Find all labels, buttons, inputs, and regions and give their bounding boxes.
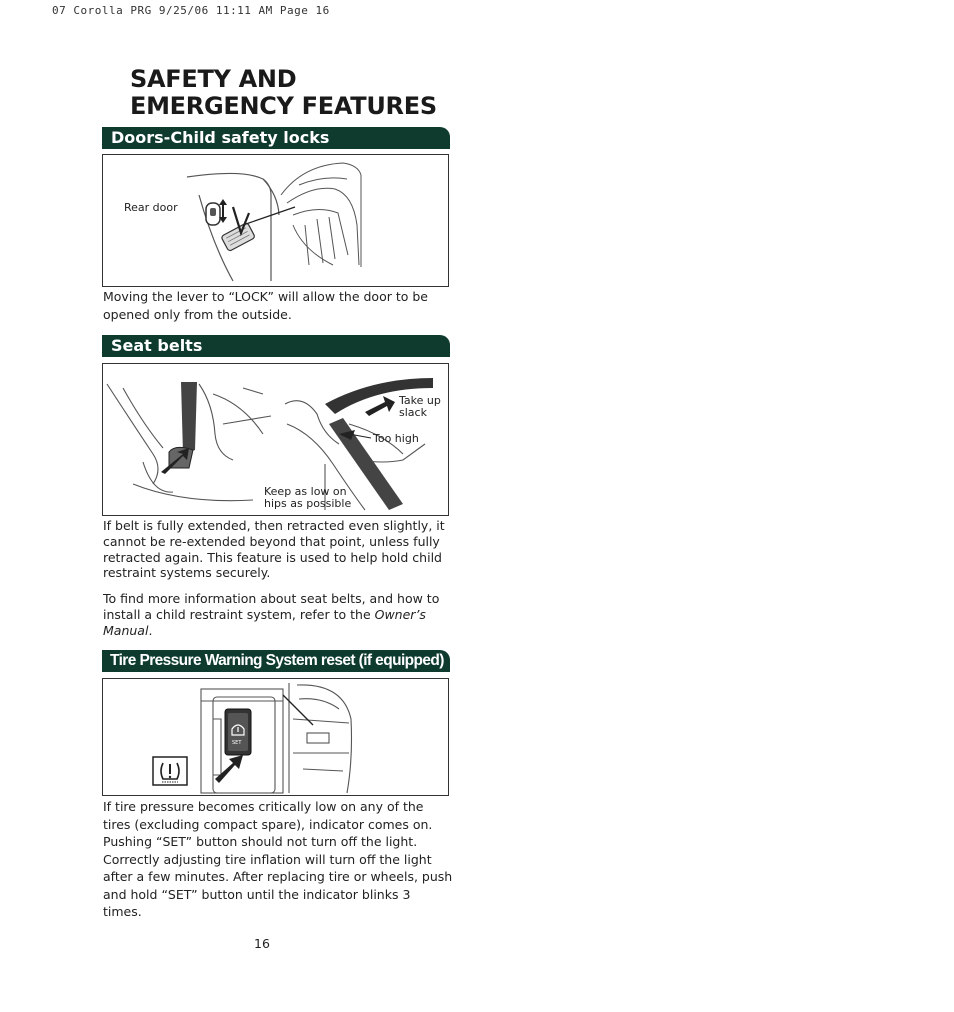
doors-figure <box>102 154 449 287</box>
too-high-label: Too high <box>373 432 419 445</box>
tpws-heading: Tire Pressure Warning System reset (if equipped) <box>102 650 450 672</box>
title-line-2: EMERGENCY FEATURES <box>130 92 437 120</box>
owners-manual-ref: Owner’s Manual <box>103 607 426 638</box>
doors-heading: Doors-Child safety locks <box>102 127 450 149</box>
seatbelts-heading: Seat belts <box>102 335 450 357</box>
keep-low-label: Keep as low on hips as possible <box>264 485 352 510</box>
door-illustration <box>103 155 448 286</box>
tpws-figure <box>102 678 449 796</box>
seatbelts-figure <box>102 363 449 516</box>
seatbelts-text-1: If belt is fully extended, then retracted even slightly, it cannot be re-extended beyond that point, unless fully retracted again. This feature is used to help hold child restraint systems securely. <box>103 518 445 581</box>
take-up-slack-label: Take up slack <box>399 394 441 419</box>
page-number: 16 <box>254 936 270 951</box>
tpws-illustration <box>103 679 448 795</box>
seatbelts-text-2: To find more information about seat belts, and how to install a child restraint system, refer to the Owner’s Manual. <box>103 591 440 638</box>
set-button: SET <box>232 740 242 746</box>
print-slug: 07 Corolla PRG 9/25/06 11:11 AM Page 16 <box>52 4 330 17</box>
title-line-1: SAFETY AND <box>130 65 297 93</box>
rear-door-label: Rear door <box>124 201 178 214</box>
page-title <box>130 66 437 120</box>
tpws-text: If tire pressure becomes critically low on any of the tires (excluding compact spare), indicator comes on. Pushing “SET” button should not turn off the light. Correctly adjusting tire inflation will turn off the light after a few minutes. After replacing tire or wheels, push and hold “SET” button until the indicator blinks 3 times. <box>103 799 453 919</box>
doors-text: Moving the lever to “LOCK” will allow the door to be opened only from the outside. <box>103 289 428 322</box>
